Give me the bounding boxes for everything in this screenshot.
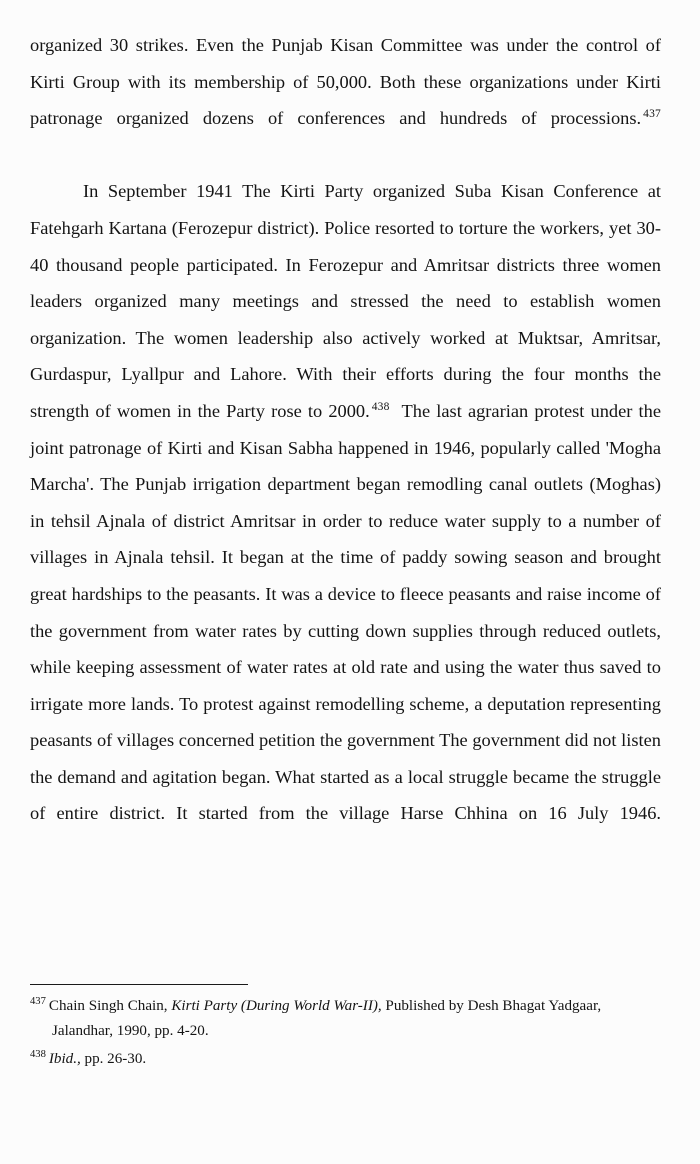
footnote-438 (30, 1047, 661, 1072)
body-text-column (30, 27, 661, 869)
footnote-437-title: Kirti Party (During World War-II), (171, 998, 382, 1014)
footnote-437-text-after: Published by Desh Bhagat Yadgaar, Jalandhar, 1990, pp. 4-20. (52, 998, 602, 1039)
footnote-437-text-before: Chain Singh Chain, (48, 998, 172, 1014)
footnote-437-marker: 437 (30, 995, 46, 1007)
paragraph-2-text-part-2: The last agrarian protest under the joint patronage of Kirti and Kisan Sabha happened in 1946, popularly called 'Mogha Marcha'. The Punjab irrigation department began remodling canal outlets (Moghas) in tehsil Ajnala of district Amritsar in order to reduce water supply to a number of villages in Ajnala tehsil. It began at the time of paddy sowing season and brought great hardships to the peasants. It was a device to fleece peasants and raise income of the government from water rates by cutting down supplies through reduced outlets, while keeping assessment of water rates at old rate and using the water thus saved to irrigate more lands. To protest against remodelling scheme, a deputation representing peasants of villages concerned petition the government The government did not listen the demand and agitation began. What started as a local struggle became the struggle of entire district. It started from the village Harse Chhina on 16 July 1946. (30, 400, 661, 824)
footnote-area (30, 984, 661, 1076)
paragraph-continuation (30, 27, 661, 173)
footnote-438-marker: 438 (30, 1049, 46, 1061)
footnote-reference-437[interactable]: 437 (643, 108, 661, 121)
footnote-separator-rule (30, 984, 248, 985)
paragraph-1-text: organized 30 strikes. Even the Punjab Kisan Committee was under the control of Kirti Group with its membership of 50,000. Both these organizations under Kirti patronage organized dozens of conferences and hundreds of processions. (30, 35, 661, 129)
paragraph-september-1941 (30, 173, 661, 868)
footnote-438-title: Ibid., (48, 1051, 81, 1068)
footnote-reference-438[interactable]: 438 (371, 400, 390, 413)
paragraph-2-text-part-1: In September 1941 The Kirti Party organized Suba Kisan Conference at Fatehgarh Kartana (Ferozepur district). Police resorted to torture the workers, yet 30-40 thousand people participated. In Ferozepur and Amritsar districts three women leaders organized many meetings and stressed the need to establish women organization. The women leadership also actively worked at Muktsar, Amritsar, Gurdaspur, Lyallpur and Lahore. With their efforts during the four months the strength of women in the Party rose to 2000. (30, 181, 661, 421)
footnote-438-text-after: pp. 26-30. (80, 1051, 147, 1068)
footnote-437 (30, 994, 661, 1043)
